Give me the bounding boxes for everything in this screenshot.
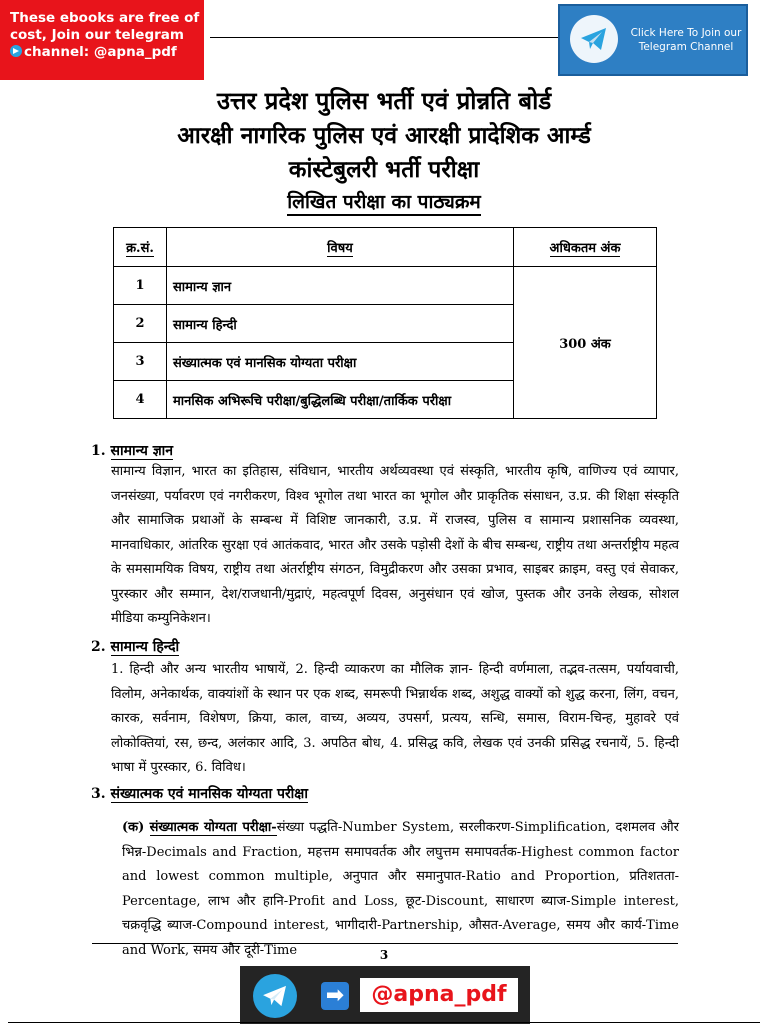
footer-rule [92,943,678,944]
header-line-3: कांस्टेबुलरी भर्ती परीक्षा [288,156,480,183]
header-rule [210,37,558,38]
header-line-1: उत्तर प्रदेश पुलिस भर्ती एवं प्रोन्नति बोर्ड [216,86,552,115]
section-heading-general-knowledge: 1. सामान्य ज्ञान [91,443,174,459]
col-header-serial: क्र.सं. [114,228,167,267]
subsection-title: संख्यात्मक योग्यता परीक्षा- [149,820,277,835]
table-row [114,267,657,305]
section-heading-numerical-mental: 3. संख्यात्मक एवं मानसिक योग्यता परीक्षा [91,786,308,802]
row-subject: संख्यात्मक एवं मानसिक योग्यता परीक्षा [167,343,514,381]
exam-pattern-table [113,227,657,419]
table-header-row [114,228,657,267]
join-line-1: Click Here To Join our [630,27,742,39]
telegram-icon [570,15,618,63]
promo-banner-left[interactable] [0,0,204,80]
row-serial: 3 [114,343,167,381]
subsection-label: (क) [122,820,145,835]
row-serial: 1 [114,267,167,305]
section-heading-general-hindi: 2. सामान्य हिन्दी [91,639,180,655]
section-body-numerical-ability [122,816,679,963]
row-subject: मानसिक अभिरूचि परीक्षा/बुद्धिलब्धि परीक्षा/तार्किक परीक्षा [167,381,514,419]
telegram-icon [10,45,22,57]
row-subject: सामान्य ज्ञान [167,267,514,305]
promo-line-3: channel: @apna_pdf [24,44,177,60]
header-line-2: आरक्षी नागरिक पुलिस एवं आरक्षी प्रादेशिक आर्म्ड [177,122,591,149]
syllabus-subtitle: लिखित परीक्षा का पाठ्यक्रम [0,188,768,214]
section-body-general-knowledge: सामान्य विज्ञान, भारत का इतिहास, संविधान, भारतीय अर्थव्यवस्था एवं संस्कृति, भारतीय कृषि, वाणिज्य एवं व्यापार, जनसंख्या, पर्यावरण एवं नगरीकरण, विश्व भूगोल तथा भारत का भूगोल और प्राकृतिक संसाधन, उ.प्र. की शिक्षा संस्कृति और सामाजिक प्रथाओं के सम्बन्ध में विशिष्ट जानकारी, उ.प्र. में राजस्व, पुलिस व सामान्य प्रशासनिक व्यवस्था, मानवाधिकार, आंतरिक सुरक्षा एवं आतंकवाद, भारत और उसके पड़ोसी देशों के बीच सम्बन्ध, राष्ट्रीय तथा अन्तर्राष्ट्रीय महत्व के समसामयिक विषय, राष्ट्रीय तथा अंतर्राष्ट्रीय संगठन, विमुद्रीकरण और उसका प्रभाव, साइबर क्राइम, वस्तु एवं सेवाकर, पुरस्कार और सम्मान, देश/राजधानी/मुद्राएं, महत्वपूर्ण दिवस, अनुसंधान एवं खोज, पुस्तक और उनके लेखक, सोशल मीडिया कम्युनिकेशन। [111,464,679,626]
row-subject: सामान्य हिन्दी [167,305,514,343]
telegram-icon [253,974,297,1018]
page-bottom-rule [8,1022,760,1023]
promo-line-1: These ebooks are free of [10,10,200,26]
total-marks: 300 अंक [514,267,657,419]
col-header-marks: अधिकतम अंक [514,228,657,267]
page-number: 3 [379,948,389,962]
promo-line-2: cost, Join our telegram [10,27,184,43]
row-serial: 2 [114,305,167,343]
section-body-general-hindi: 1. हिन्दी और अन्य भारतीय भाषायें, 2. हिन्दी व्याकरण का मौलिक ज्ञान- हिन्दी वर्णमाला, तद्भव-तत्सम, पर्यायवाची, विलोम, अनेकार्थक, वाक्यांशों के स्थान पर एक शब्द, समरूपी भिन्नार्थक शब्द, अशुद्ध वाक्यों को शुद्ध करना, लिंग, वचन, कारक, सर्वनाम, विशेषण, क्रिया, काल, वाच्य, अव्यय, उपसर्ग, प्रत्यय, सन्धि, समास, विराम-चिन्ह, मुहावरे एवं लोकोक्तियां, रस, छन्द, अलंकार आदि, 3. अपठित बोध, 4. प्रसिद्ध कवि, लेखक एवं उनकी प्रसिद्ध रचनायें, 5. हिन्दी भाषा में पुरस्कार, 6. विविध। [111,662,679,775]
subsection-text: संख्या पद्धति-Number System, सरलीकरण-Simplification, दशमलव और भिन्न-Decimals and Fraction, महत्तम समापवर्तक और लघुत्तम समापवर्तक-Highest common factor and lowest common multiple, अनुपात और समानुपात-Ratio and Proportion, प्रतिशतता-Percentage, लाभ और हानि-Profit and Loss, छूट-Discount, साधारण ब्याज-Simple interest, चक्रवृद्धि ब्याज-Compound interest, भागीदारी-Partnership, औसत-Average, समय और कार्य-Time and Work, समय और दूरी-Time [122,820,679,958]
row-serial: 4 [114,381,167,419]
col-header-subject: विषय [167,228,514,267]
arrow-right-icon: ➡ [321,982,349,1010]
telegram-handle: @apna_pdf [360,978,518,1012]
join-telegram-button[interactable] [558,4,748,76]
telegram-footer-banner[interactable] [240,966,530,1024]
join-line-2: Telegram Channel [638,41,734,53]
